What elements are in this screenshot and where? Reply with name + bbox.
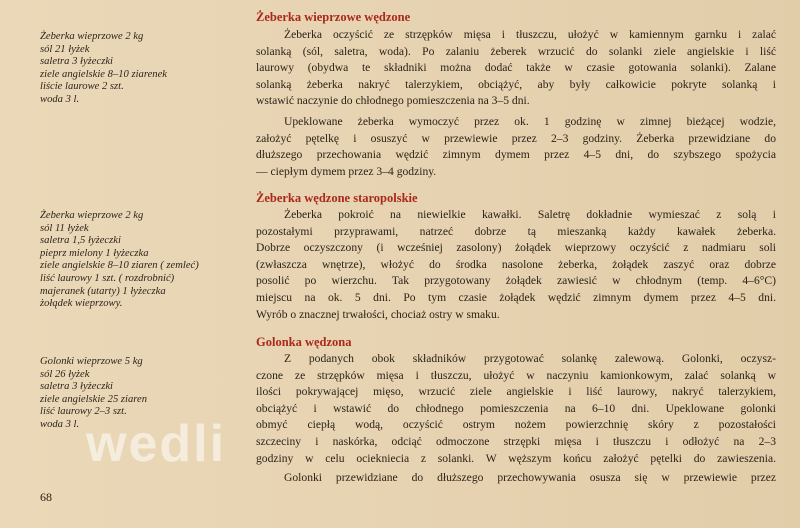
text-line: Upeklowane żeberka wymoczyć przez ok. 1 godzinę w zimnej bieżącej wodzie,	[284, 115, 776, 128]
text-line: laurowy (obydwa te składniki można dodać także w czasie gotowania solanki). Zalane	[256, 61, 776, 75]
watermark: wedli	[86, 415, 227, 473]
ingredient-item: woda 3 l.	[40, 418, 80, 430]
text-line: Golonki przewidziane do dłuższego przechowywania osusza się w przewiewie przez	[284, 471, 776, 484]
ingredient-item: ziele angielskie 25 ziaren	[40, 393, 147, 405]
text-line: solanką żeberka nakryć talerzykiem, obciążyć, aby były całkowicie pokryte solanką i	[256, 77, 776, 91]
text-line: solanką (sól, saletra, woda). Po zalaniu żeberek wrzucić do solanki ziele angielskie i liść	[256, 44, 776, 58]
ingredient-item: liść laurowy 1 szt. ( rozdrobnić)	[40, 272, 175, 284]
ingredient-item: saletra 1,5 łyżeczki	[40, 235, 121, 247]
recipe-paragraph	[256, 114, 776, 180]
text-line: godziny w celu ociekniecia z solanki. W węższym końcu założyć pętelki do zawieszenia.	[256, 451, 776, 465]
recipe-paragraph	[256, 351, 776, 467]
ingredient-item: saletra 3 łyżeczki	[40, 56, 113, 68]
text-line: Dobrze oczyszczony (i wcześniej zasolony) żołądek wieprzowy oczyścić z nadmiaru soli	[256, 241, 776, 255]
text-line: dłuższego przechowania wędzić zimnym dymem przez 4–5 dni, do szybszego spożycia	[256, 148, 776, 162]
recipe-paragraph	[256, 470, 776, 487]
text-line: Żeberka pokroić na niewielkie kawałki. Saletrę dokładnie wymieszać z solą i	[284, 208, 776, 221]
text-line: wstawić naczynie do chłodnego pomieszczenia na 3–5 dni.	[256, 94, 530, 108]
ingredient-item: saletra 3 łyżeczki	[40, 381, 113, 393]
text-line: Wyrób o znacznej trwałości, chociaż ostry w smaku.	[256, 307, 500, 321]
text-line: założyć pętelkę i osuszyć w przewiewie przez 2–3 godziny. Żeberka przewidziane do	[256, 131, 776, 145]
ingredients-list-1	[40, 31, 245, 107]
ingredient-item: ziele angielskie 8–10 ziaren ( zemleć)	[40, 260, 199, 272]
text-line: obciążyć i wstawić do chłodnego pomieszczenia na 6–10 dni. Upeklowane golonki	[256, 401, 776, 415]
recipe-paragraph	[256, 207, 776, 323]
ingredient-item: sól 11 łyżek	[40, 222, 89, 234]
ingredient-item: Golonki wieprzowe 5 kg	[40, 356, 143, 367]
ingredient-item: majeranek (utarty) 1 łyżeczka	[40, 285, 166, 297]
page-number: 68	[40, 490, 52, 504]
text-line: pozostałymi przyprawami, natrzeć dobrze tą mieszanką każdy kawałek żeberka.	[256, 224, 776, 238]
text-line: obmyć ciepłą wodą, oczyścić ostrym nożem powierzchnię skóry z pozostałości	[256, 418, 776, 432]
section-title: Golonka wędzona	[256, 335, 352, 349]
section-title: Żeberka wieprzowe wędzone	[256, 10, 411, 24]
section-title: Żeberka wędzone staropolskie	[256, 191, 418, 205]
ingredients-list-2	[40, 210, 245, 311]
ingredient-item: pieprz mielony 1 łyżeczka	[40, 247, 149, 259]
text-line: miejscu na ok. 5 dni. Po tym czasie żołądek wędzić zimnym dymem przez 4–5 dni.	[256, 290, 776, 304]
ingredient-item: żołądek wieprzowy.	[40, 298, 123, 310]
text-line: czone ze strzępków mięsa i tłuszczu, ułożyć w naczyniu kamionkowym, zalać solanką w	[256, 368, 776, 382]
ingredient-item: liść laurowy 2–3 szt.	[40, 406, 127, 418]
text-line: Żeberka oczyścić ze strzępków mięsa i tłuszczu, ułożyć w kamiennym garnku i zalać	[284, 28, 776, 41]
ingredient-item: Żeberka wieprzowe 2 kg	[40, 210, 144, 221]
ingredient-item: ziele angielskie 8–10 ziarenek	[40, 68, 167, 80]
text-line: (zwłaszcza wnętrze), włożyć do środka nasolone żeberka, żołądek zaszyć oraz dobrze	[256, 257, 776, 271]
ingredient-item: liście laurowe 2 szt.	[40, 81, 124, 93]
recipe-paragraph	[256, 27, 776, 110]
ingredient-item: woda 3 l.	[40, 93, 80, 105]
text-line: posolić po wierzchu. Tak przygotowany żołądek zawiesić w chłodnym (temp. 4–6°C)	[256, 274, 776, 288]
text-line: — ciepłym dymem przez 3–4 godziny.	[256, 164, 437, 178]
ingredient-item: sól 26 łyżek	[40, 368, 90, 380]
text-line: Z podanych obok składników przygotować solankę zalewową. Golonki, oczysz-	[284, 352, 776, 365]
text-line: ilości pokrywającej mięso, wrzucić ziele angielskie i liść laurowy, nakryć talerzykiem,	[256, 385, 776, 399]
ingredient-item: Żeberka wieprzowe 2 kg	[40, 31, 144, 42]
ingredient-item: sól 21 łyżek	[40, 43, 90, 55]
text-line: szczeciny i naskórka, odciąć odmoczone strzępki mięsa i tłuszczu i odłożyć na 2–3	[256, 434, 776, 448]
